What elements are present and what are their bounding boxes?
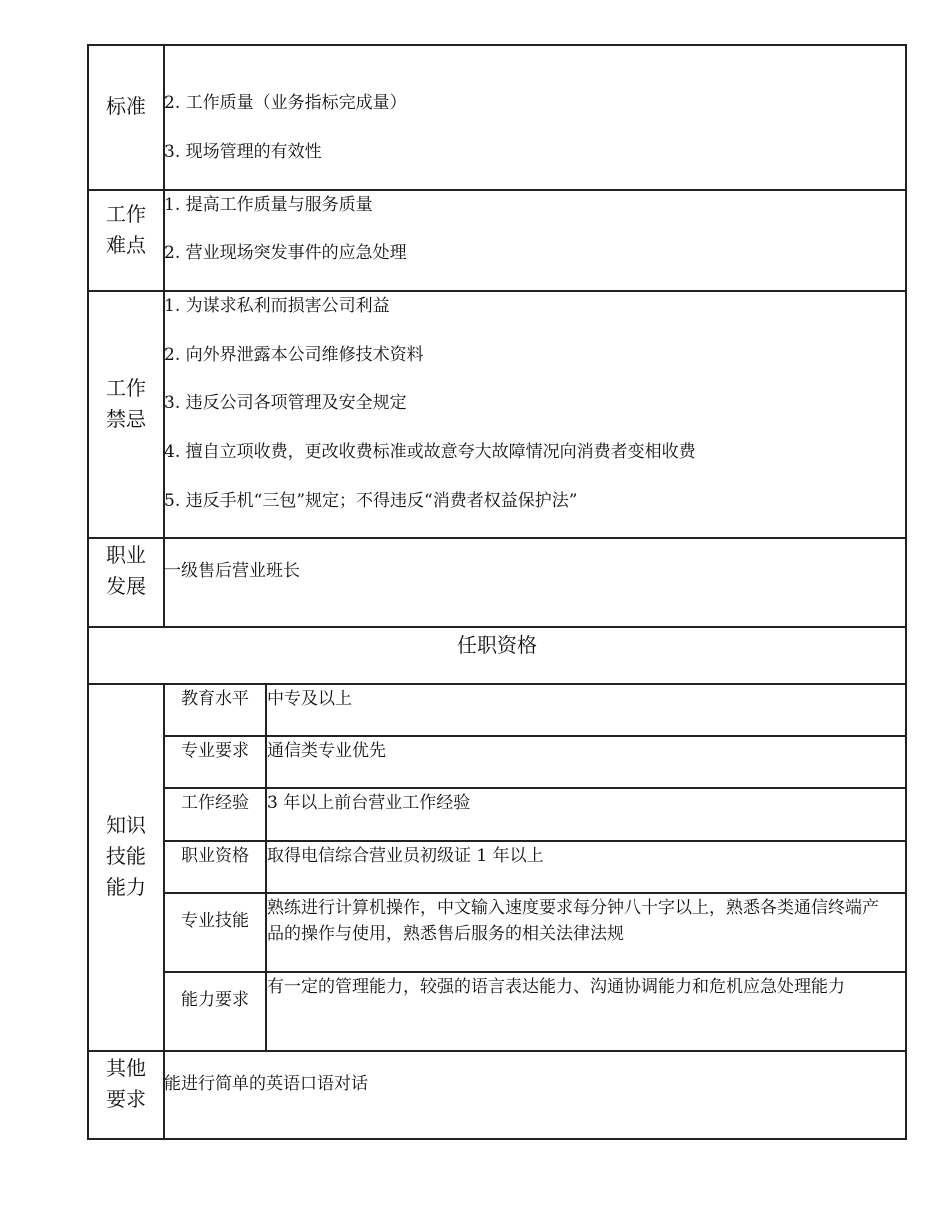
subtable-head-certification: 职业资格 xyxy=(181,846,249,866)
prohibitions-label xyxy=(88,373,164,435)
knowledge-label xyxy=(88,810,164,903)
difficulty-label-line: 难点 xyxy=(106,233,146,257)
subtable-value-experience: 3 年以上前台营业工作经验 xyxy=(267,793,471,813)
difficulty-label-line: 工作 xyxy=(106,202,146,226)
table-right-border xyxy=(905,44,907,1140)
career-value: 一级售后营业班长 xyxy=(164,561,300,581)
knowledge-label-line: 知识 xyxy=(106,813,146,837)
row-separator xyxy=(87,1050,907,1052)
prohibition-item-3: 3. 违反公司各项管理及安全规定 xyxy=(164,393,407,413)
subtable-head-major: 专业要求 xyxy=(181,741,249,761)
subtable-head-experience: 工作经验 xyxy=(181,793,249,813)
other-label-line: 要求 xyxy=(106,1087,146,1111)
subtable-row-separator xyxy=(164,971,906,973)
subtable-head-abilities: 能力要求 xyxy=(181,990,249,1010)
difficulty-item-2: 2. 营业现场突发事件的应急处理 xyxy=(164,243,407,263)
standard-item-3: 3. 现场管理的有效性 xyxy=(164,142,322,162)
prohibitions-label-line: 禁忌 xyxy=(106,407,146,431)
career-label xyxy=(88,540,164,602)
prohibition-item-4: 4. 擅自立项收费，更改收费标准或故意夸大故障情况向消费者变相收费 xyxy=(164,442,696,462)
subtable-value-major: 通信类专业优先 xyxy=(267,741,386,761)
difficulty-item-1: 1. 提高工作质量与服务质量 xyxy=(164,195,373,215)
subtable-row-separator xyxy=(164,840,906,842)
table-bottom-border xyxy=(87,1138,907,1140)
row-separator xyxy=(87,683,907,685)
standard-label: 标准 xyxy=(106,94,146,118)
subtable-value-education: 中专及以上 xyxy=(267,689,352,709)
other-label xyxy=(88,1053,164,1115)
table-top-border xyxy=(87,44,907,46)
subtable-value-skills: 熟练进行计算机操作，中文输入速度要求每分钟八十字以上，熟悉各类通信终端产品的操作与使用，熟悉售后服务的相关法律法规 xyxy=(267,898,879,944)
subtable-head-education: 教育水平 xyxy=(181,689,249,709)
standard-item-2: 2. 工作质量（业务指标完成量） xyxy=(164,93,407,113)
row-separator xyxy=(87,537,907,539)
knowledge-label-line: 技能 xyxy=(106,844,146,868)
subtable-value-certification: 取得电信综合营业员初级证 1 年以上 xyxy=(267,846,544,866)
other-label-line: 其他 xyxy=(106,1056,146,1080)
row-separator xyxy=(87,290,907,292)
qualifications-title: 任职资格 xyxy=(457,633,537,657)
prohibitions-label-line: 工作 xyxy=(106,376,146,400)
subtable-row-separator xyxy=(164,892,906,894)
subtable-head-skills: 专业技能 xyxy=(181,911,249,931)
row-separator xyxy=(87,626,907,628)
prohibition-item-2: 2. 向外界泄露本公司维修技术资料 xyxy=(164,345,424,365)
prohibition-item-1: 1. 为谋求私利而损害公司利益 xyxy=(164,296,390,316)
row-separator xyxy=(87,189,907,191)
subtable-row-separator xyxy=(164,787,906,789)
subtable-value-abilities: 有一定的管理能力，较强的语言表达能力、沟通协调能力和危机应急处理能力 xyxy=(267,977,845,997)
subtable-row-separator xyxy=(164,735,906,737)
career-label-line: 发展 xyxy=(106,574,146,598)
prohibition-item-5: 5. 违反手机“三包”规定；不得违反“消费者权益保护法” xyxy=(164,491,578,511)
career-label-line: 职业 xyxy=(106,543,146,567)
difficulty-label xyxy=(88,199,164,261)
other-value: 能进行简单的英语口语对话 xyxy=(164,1074,368,1094)
knowledge-label-line: 能力 xyxy=(106,875,146,899)
